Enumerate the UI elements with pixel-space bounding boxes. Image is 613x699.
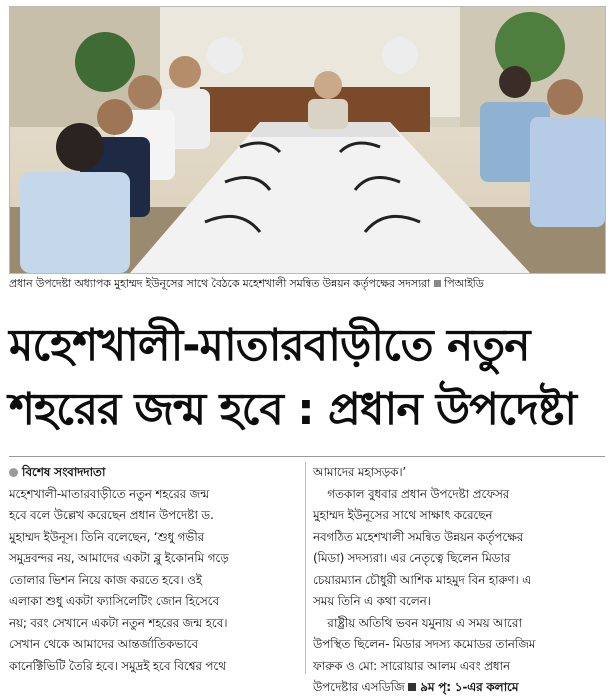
article-column-right xyxy=(313,462,605,699)
photo-caption xyxy=(9,277,609,291)
article-line: মুহাম্মদ ইউনূস। তিনি বলেছেন, ‘শুধু গভীর xyxy=(9,529,204,544)
jump-square-icon xyxy=(408,683,416,691)
meeting-photo xyxy=(9,6,606,274)
byline-text: বিশেষ সংবাদদাতা xyxy=(22,465,106,479)
article-line: উপদেষ্টার এসডিজি xyxy=(313,680,405,694)
article-line: হবে বলে উল্লেখ করেছেন প্রধান উপদেষ্টা ড. xyxy=(9,508,214,522)
article-line: উপস্থিত ছিলেন- মিডার সদস্য কমোডর তানজিম xyxy=(313,637,536,651)
article-line: গতকাল বুধবার প্রধান উপদেষ্টা প্রফেসর xyxy=(313,486,510,501)
caption-credit: পিআইডি xyxy=(444,277,484,290)
article-line: মহেশখালী-মাতারবাড়ীতে নতুন শহরের জন্ম xyxy=(9,486,210,501)
continuation-jump[interactable] xyxy=(408,680,518,694)
article-line: এলাকা শুধু একটা ফ্যাসিলেটিং জোন হিসেবে xyxy=(9,594,220,608)
headline-line-1: মহেশখালী-মাতারবাড়ীতে নতুন xyxy=(9,320,530,371)
article-line: মুহাম্মদ ইউনূসের সাথে সাক্ষাৎ করেছেন xyxy=(313,508,493,522)
article-line: নবগঠিত মহেশখালী সমন্বিত উন্নয়ন কর্তৃপক্ষের xyxy=(313,529,524,544)
caption-text: প্রধান উপদেষ্টা অধ্যাপক মুহাম্মদ ইউনূসের সাথে বৈঠকে মহেশখালী সমন্বিত উন্নয়ন কর্তৃপক্ষের সদস্যরা xyxy=(9,277,431,290)
article-line: কানেক্টিভিটি তৈরি হবে। সমুদ্রই হবে বিশ্বের পথে xyxy=(9,658,226,673)
byline xyxy=(9,462,297,484)
article-line: তোলার ভিশন নিয়ে কাজ করতে হবে। ওই xyxy=(9,572,202,587)
article-line: আমাদের মহাসড়ক।’ xyxy=(313,465,407,479)
article-line: নয়; বরং সেখানে একটা নতুন শহরের জন্ম হবে। xyxy=(9,615,228,630)
article-line: চেয়ারম্যান চৌধুরী আশিক মাহমুদ বিন হারুণ। এ xyxy=(313,572,532,587)
article-last-line xyxy=(313,677,605,699)
article-line: সময় তিনি এ কথা বলেন। xyxy=(313,594,431,608)
article-line: (মিডা) সদস্যরা। এর নেতৃত্বে ছিলেন মিডার xyxy=(313,551,511,565)
article-line: রাষ্ট্রীয় অতিথি ভবন যমুনায় এ সময় আরো xyxy=(313,615,522,630)
article-line: সেখান থেকে আমাদের আন্তর্জাতিকভাবে xyxy=(9,637,199,651)
jump-text: ৯ম পৃ: ১-এর কলামে xyxy=(420,680,519,694)
meeting-photo-icon xyxy=(10,7,605,273)
article-line: ফারুক ও মো: সারোয়ার আলম এবং প্রধান xyxy=(313,658,510,673)
byline-dot-icon xyxy=(9,468,18,477)
headline-line-2: শহরের জন্ম হবে : প্রধান উপদেষ্টা xyxy=(9,384,576,435)
headline-divider xyxy=(9,456,605,457)
column-divider xyxy=(305,462,306,674)
article-line: সমুদ্রবন্দর নয়, আমাদের একটা ব্লু ইকোনমি গড়ে xyxy=(9,551,229,565)
separator-square-icon xyxy=(434,280,441,287)
article-column-left xyxy=(9,462,297,677)
